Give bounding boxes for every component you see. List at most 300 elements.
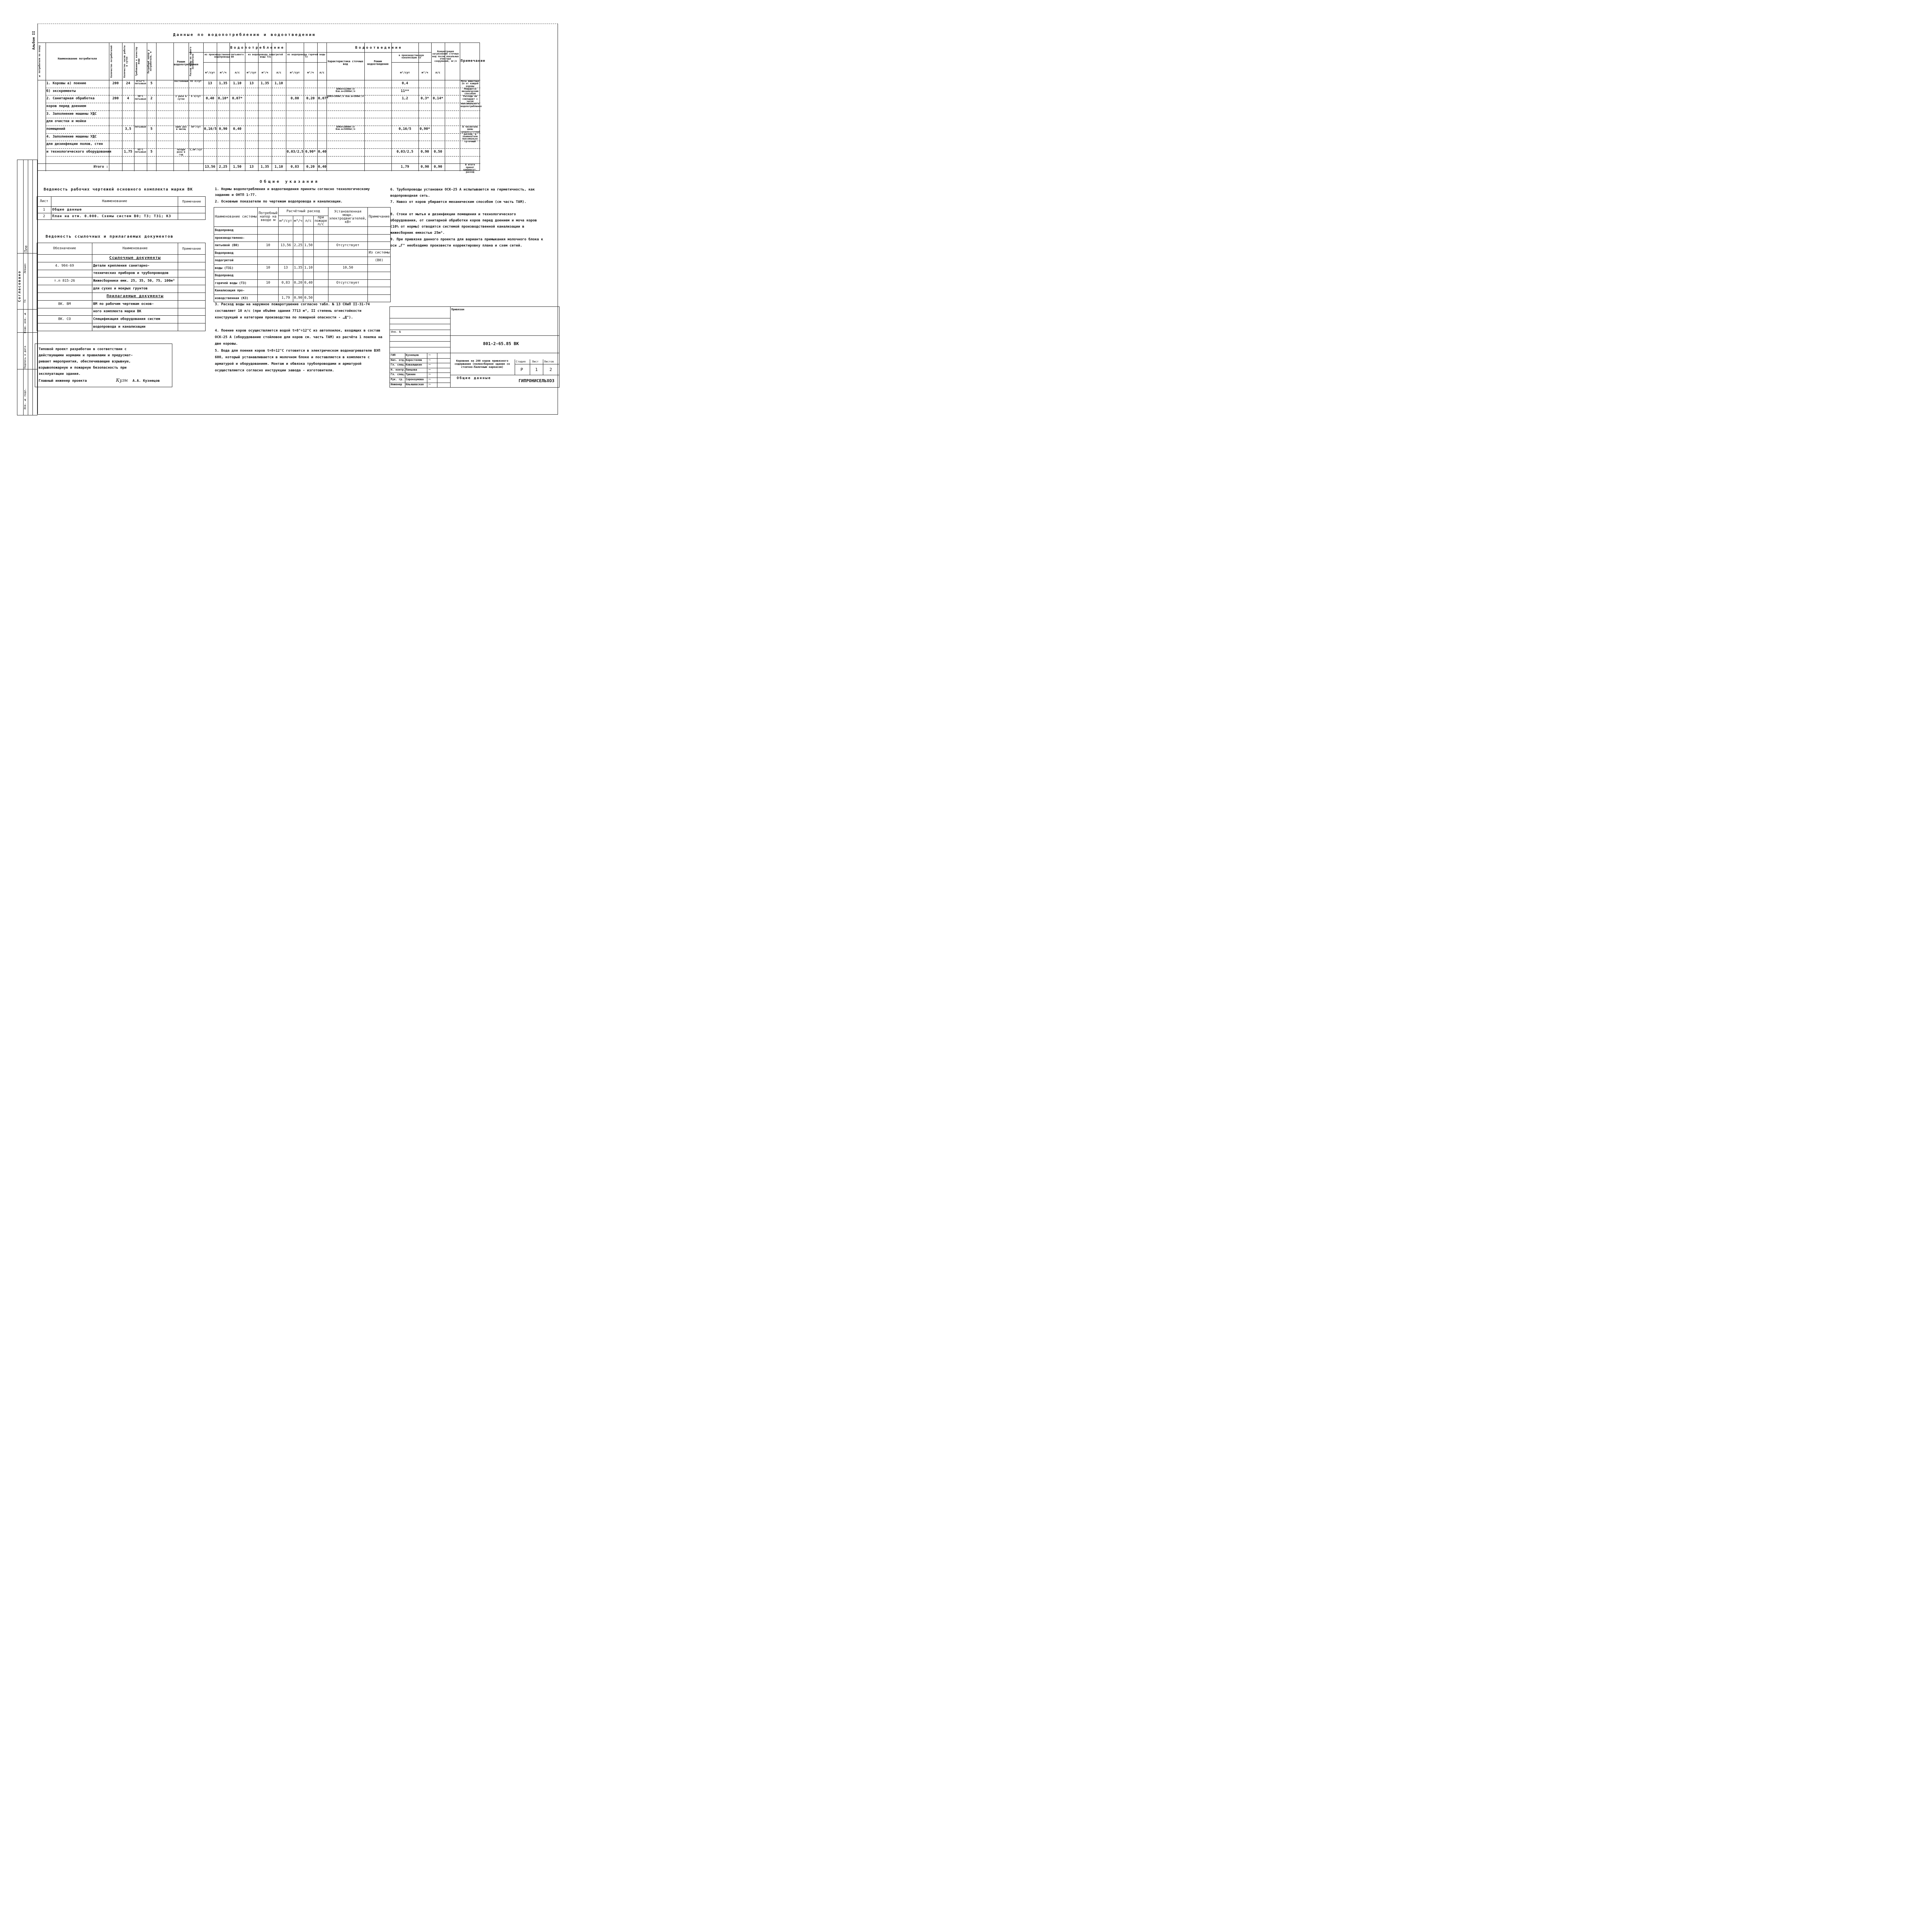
cell-note: Убираются механическим способом xyxy=(461,87,479,95)
ind-sys: Водопровод xyxy=(214,249,258,257)
strip-line-1 xyxy=(23,160,24,415)
ref-note xyxy=(178,255,206,262)
ind-n xyxy=(368,227,391,235)
ref-note xyxy=(178,293,206,300)
staff-name: Сорокоумова xyxy=(406,378,424,381)
general-p9: 9. При привязке данного проекта для варианта примыкания молочного блока к оси „Г" необходимо произвести корректировку плана и схем сетей. xyxy=(390,238,543,248)
main-hline-sub-k3 xyxy=(391,62,431,63)
staff-role: Н. контр. xyxy=(391,368,405,371)
ind-pw xyxy=(328,257,368,265)
statement-l4: взрывопожарную и пожарную безопасность при xyxy=(39,366,127,370)
tb-project: Коровник на 200 коров привязного содержания (полносборное здание со стоечно-балочным каркасом) xyxy=(454,359,510,369)
staff-signature: ~ xyxy=(428,382,431,386)
col-hours-header: Количество часов работы в сутки xyxy=(123,45,128,78)
cell-rate: 2,5м³/сут xyxy=(189,148,202,151)
ref-name: Жижесборники емк. 25, 35, 50, 75, 100м³ xyxy=(92,277,178,285)
main-row-line xyxy=(46,133,480,134)
cell-count: 200 xyxy=(112,82,119,85)
ref-name: Детали крепления санитарно- xyxy=(92,262,178,270)
ind-d xyxy=(314,227,328,235)
cell-quality: питьевая xyxy=(135,126,146,128)
ind-p: 10 xyxy=(258,264,279,272)
cell-v0a: 0,16/5 xyxy=(204,127,217,131)
cell-name: и технологического оборудования xyxy=(46,150,111,154)
cell-name: коров перед доением xyxy=(46,104,86,108)
cell-v0a: 13 xyxy=(208,82,212,85)
drawing-sheet: 2 xyxy=(37,213,51,220)
drawings-table xyxy=(37,196,206,220)
ind-a: 1,79 xyxy=(279,294,293,302)
cell-k3a: 11** xyxy=(401,89,409,93)
indicators-table xyxy=(214,207,391,302)
ind-n: Из системы xyxy=(368,249,391,257)
tb-code: 801-2-65.85 ВК xyxy=(483,341,519,346)
col-note: Примечание xyxy=(461,59,486,63)
staff-line xyxy=(389,358,450,359)
ind-n xyxy=(368,287,391,295)
ref-code xyxy=(37,270,92,277)
cell-t31b: 1,35 xyxy=(260,82,269,85)
col-dmode: Режим водоотведения xyxy=(367,60,389,66)
staff-name: Панцова xyxy=(406,368,417,371)
ind-n xyxy=(368,234,391,242)
col-conc: Концентрация загрязнений сточных вод после локальных очистных сооружений, мг/л xyxy=(432,50,459,63)
ind-a xyxy=(279,257,293,265)
staff-name: Ильяшевская xyxy=(406,383,424,386)
unit-label: м³/ч xyxy=(262,71,268,74)
sign-date-label: Подпись и дата xyxy=(24,346,27,369)
ref-note xyxy=(178,262,206,270)
unit-label: м³/ч xyxy=(422,71,428,74)
general-p8: 8. Стоки от мытья и дезинфекции помещения и технологического оборудования, от санитарной обработки коров перед доением и моча коров (10% от нормы) отводятся системой производственной канализации в жижесборник емкостью 25м³. xyxy=(390,213,537,235)
cell-t3a: 0,03/2,5 xyxy=(287,150,304,154)
ind-a xyxy=(279,272,293,280)
ind-a: 0,83 xyxy=(279,279,293,287)
ind-p: 10 xyxy=(258,279,279,287)
ind-c xyxy=(303,257,314,265)
ind-c xyxy=(303,287,314,295)
ind-d xyxy=(314,257,328,265)
cell-k3c: 0,90 xyxy=(434,165,442,169)
cell-v0b: 1,35 xyxy=(219,82,228,85)
drawings-h-note: Примечание xyxy=(178,197,206,207)
ind-b: 0,20 xyxy=(293,279,303,287)
ind-c: 0,50 xyxy=(303,294,314,302)
ind-a xyxy=(279,234,293,242)
ref-note xyxy=(178,308,206,316)
cell-v0a: 0,40 xyxy=(206,97,214,101)
water-data-table xyxy=(37,43,486,174)
cell-hours: 3,5 xyxy=(125,127,131,131)
ind-h-note: Примечание xyxy=(368,208,391,227)
ind-d xyxy=(314,279,328,287)
tb-h0 xyxy=(450,335,560,336)
cell-t31c: 1,10 xyxy=(274,82,283,85)
cell-mode: 2 раза в сутки xyxy=(175,95,187,100)
cell-t3a: 0,83 xyxy=(291,165,299,169)
cell-pressure: 5 xyxy=(150,127,153,131)
cell-char: БПКп=5130мг/л Взв.в=2000мг/л xyxy=(335,87,355,93)
ind-c: 0,40 xyxy=(303,279,314,287)
staff-role: Гл. спец. xyxy=(391,373,405,376)
ind-h-pressure: Потребный напор на вводе м xyxy=(258,208,279,227)
ind-sys: изводственная (К3) xyxy=(214,294,258,302)
tb-h-r5 xyxy=(389,341,450,342)
cell-name: для очистки и мойки xyxy=(46,119,86,124)
cell-t3b: 0,20 xyxy=(306,97,315,101)
cell-hours: 4 xyxy=(127,97,129,101)
inv-swap-label: Взам. инв. № xyxy=(24,312,27,333)
ind-pw xyxy=(328,272,368,280)
strip-line-3 xyxy=(32,160,33,415)
staff-signature: ~ xyxy=(428,358,431,362)
tx-label: ТХ xyxy=(24,299,27,303)
ref-code xyxy=(37,285,92,293)
ind-sys: Водопровод xyxy=(214,272,258,280)
staff-signature: ~ xyxy=(428,378,431,381)
sub-t31: из водопровода подогретой воды Т31 xyxy=(248,53,283,59)
ind-p: 10 xyxy=(258,242,279,250)
cell-t3c: 0,40 xyxy=(318,165,327,169)
ind-sys: Водопровод xyxy=(214,227,258,235)
cell-k3b: 0,90 xyxy=(420,165,429,169)
ref-code: ВК. ВМ xyxy=(37,300,92,308)
cell-quality: 65°С питьевая xyxy=(135,148,146,154)
ind-b: 2,25 xyxy=(293,242,303,250)
staff-name: Коростелев xyxy=(406,358,422,362)
ind-c xyxy=(303,272,314,280)
cell-hours: 1,75 xyxy=(124,150,133,154)
staff-signature: ~ xyxy=(428,353,431,357)
cell-t31a: 13 xyxy=(249,82,254,85)
cell-v0a: 13,56 xyxy=(204,165,216,169)
cell-mode: один раз в месяц xyxy=(175,126,187,131)
chief-signature: Кузн xyxy=(116,378,128,383)
cell-v0b: 0,10* xyxy=(218,97,229,101)
cell-note: В числителе даны среднесуточный расход, в знаменателе максимально суточный xyxy=(461,126,480,143)
statement-l3: ривает мероприятия, обеспечивающие взрывную, xyxy=(39,360,131,364)
cell-note: Расходы не совпадают с часом максимального водопотребления xyxy=(461,95,482,108)
cell-t31b: 1,35 xyxy=(260,165,269,169)
refs-title: Ведомость ссылочных и прилагаемых документов xyxy=(46,235,173,239)
cell-k3a: 1,2 xyxy=(401,97,408,101)
drawings-h-sheet: Лист xyxy=(37,197,51,207)
cell-k3c: 0,14* xyxy=(432,97,444,101)
ind-n xyxy=(368,264,391,272)
ind-d xyxy=(314,272,328,280)
cell-name: Итого : xyxy=(94,165,108,169)
staff-role: ГИП xyxy=(391,354,396,357)
tb-v1 xyxy=(450,306,451,388)
ind-n xyxy=(368,242,391,250)
cell-t3b: 0,20 xyxy=(306,165,315,169)
tb-privyazan: Привязан xyxy=(451,308,464,311)
ind-h-flow: Расчётный расход xyxy=(279,208,328,216)
ind-pw xyxy=(328,234,368,242)
cell-pressure: 5 xyxy=(150,150,153,154)
group-consumption: Водопотребление xyxy=(230,46,285,50)
inv-orig-label: Инв. № подл. xyxy=(24,388,27,410)
ind-p xyxy=(258,294,279,302)
general-p7: 7. Навоз от коров убирается механическим способом (см часть ТАМ). xyxy=(390,200,527,204)
ind-d xyxy=(314,242,328,250)
ind-n: (В0) xyxy=(368,257,391,265)
unit-label: м³/сут xyxy=(205,71,215,74)
col-name-header: Наименование потребителя xyxy=(58,57,97,60)
strip-sep-2 xyxy=(17,309,37,310)
ref-note xyxy=(178,277,206,285)
refs-h-name: Наименование xyxy=(92,243,178,255)
cell-quality: 38°С питьевая xyxy=(135,95,146,100)
ref-code xyxy=(37,255,92,262)
ref-code xyxy=(37,293,92,300)
levshin-signature: Лев xyxy=(24,245,29,253)
cell-count: 200 xyxy=(112,97,119,101)
ref-note xyxy=(178,285,206,293)
staff-name: Кузнецов xyxy=(406,354,419,357)
cell-name: 4. Заполнение машины УДС xyxy=(46,134,97,139)
cell-name: 3. Заполнение машины УДС xyxy=(46,112,97,116)
ind-d xyxy=(314,287,328,295)
ind-a: 13,56 xyxy=(279,242,293,250)
cell-char: БПК5=300мг/л Взв.в=300мг/л xyxy=(327,95,364,98)
statement-l1: Типовой проект разработан в соответствии с xyxy=(39,347,127,351)
ind-sys: Канализация про- xyxy=(214,287,258,295)
ind-b: 0,90 xyxy=(293,294,303,302)
unit-label: л/с xyxy=(276,71,281,74)
ind-n xyxy=(368,279,391,287)
ref-note xyxy=(178,323,206,331)
ind-p xyxy=(258,287,279,295)
general-p2: 2. Основные показатели по чертежам водопровода и канализации. xyxy=(215,200,343,204)
drawings-title: Ведомость рабочих чертежей основного комплекта марки ВК xyxy=(44,187,193,192)
cell-t31a: 13 xyxy=(249,165,254,169)
unit-label: л/с xyxy=(319,71,325,74)
staff-signature: ~ xyxy=(428,367,431,372)
col-pressure-header: Потребный напор у потребителя, м xyxy=(147,49,152,73)
staff-signature: ~ xyxy=(428,363,431,367)
strip-sep-3 xyxy=(17,332,37,333)
ind-sys: горячей воды (Т3) xyxy=(214,279,258,287)
col-num-header: № потребителя по плану xyxy=(38,45,41,78)
cell-name: 1. Коровы а) поение xyxy=(46,82,86,85)
ind-d xyxy=(314,249,328,257)
cell-v0c: 0,40 xyxy=(233,127,242,131)
cell-name: помещений xyxy=(46,127,65,131)
cell-k3c: 0,50 xyxy=(434,150,442,154)
tb-org: ГИПРОНИСЕЛЬХОЗ xyxy=(519,378,554,383)
staff-name: Ковалышкин xyxy=(406,363,422,367)
sub-t3: из водопровода горячей воды Т3 xyxy=(287,53,325,59)
cell-name: 2. Санитарная обработка xyxy=(46,97,95,101)
cell-k3b: 0,90 xyxy=(420,150,429,154)
ref-code xyxy=(37,308,92,316)
tb-h-r4 xyxy=(389,335,450,336)
main-table-title: Данные по водопотреблению и водоотведению xyxy=(173,33,316,37)
staff-name: Тренин xyxy=(406,373,416,376)
ind-sys: производственно- xyxy=(214,234,258,242)
group-drainage: Водоотведение xyxy=(355,46,403,50)
cell-rate: 6 л/сут xyxy=(191,95,201,98)
ref-name: ного комплекта марки ВК xyxy=(92,308,178,316)
ind-p xyxy=(258,249,279,257)
ind-b xyxy=(293,257,303,265)
drawing-name: Общие данные xyxy=(51,207,178,213)
cell-k3b: 0,90* xyxy=(419,127,430,131)
ref-name: водопровода и канализации xyxy=(92,323,178,331)
ind-c: 1,10 xyxy=(303,264,314,272)
statement-l2: действующими нормами и правилами и предусмат- xyxy=(39,354,133,357)
cell-pressure: 5 xyxy=(150,82,153,85)
cell-char: БПКп=2000мг/л Взв.в=5000мг/л xyxy=(335,126,355,131)
cell-name: для дезинфекции полов, стен xyxy=(46,142,103,146)
general-p4: 4. Поение коров осуществляется водой t=8°÷12°С из автопоилок, входящих в состав ОСК-25 А (оборудование стойловое для коров см. часть ТАМ) из расчёта 1 поилка на две коровы. xyxy=(215,329,383,346)
col-count-header: Количество потребителей xyxy=(110,45,113,78)
cell-k3a: 1,79 xyxy=(401,165,409,169)
tb-stage: Р xyxy=(520,367,523,372)
cell-pressure: 2 xyxy=(150,97,153,101)
ref-name: Спецификация оборудования систем xyxy=(92,316,178,323)
chief-label: Главный инженер проекта xyxy=(39,379,87,383)
levshin-label: Левшин xyxy=(24,264,27,274)
ind-c xyxy=(303,227,314,235)
drawing-name: План на отм. 0.000. Схемы систем В0; Т3; Т31; К3 xyxy=(51,213,178,220)
cell-name: б) экскременты xyxy=(46,89,76,93)
general-p1: 1. Нормы водопотребления и водоотведения приняты согласно технологическому заданию и ОНТП 1-77. xyxy=(215,187,370,197)
unit-label: м³/сут xyxy=(247,71,257,74)
ind-b xyxy=(293,227,303,235)
ind-pw xyxy=(328,227,368,235)
ref-note xyxy=(178,270,206,277)
ind-sys: воды (Т31) xyxy=(214,264,258,272)
ref-name: ВМ по рабочим чертежам основ- xyxy=(92,300,178,308)
cell-k3b: 0,3* xyxy=(420,97,429,101)
cell-k3a: 0,03/2,5 xyxy=(396,150,413,154)
ind-sys: подогретой xyxy=(214,257,258,265)
cell-note: Моча животных 2л от каждой коровы xyxy=(461,80,479,88)
refs-table xyxy=(37,243,206,331)
main-vline xyxy=(431,43,432,171)
ind-pw xyxy=(328,249,368,257)
cell-quality: 8÷12°С питьевая xyxy=(135,80,146,85)
cell-v0b: 2,25 xyxy=(219,165,228,169)
staff-role: Нач. отд. xyxy=(391,358,405,362)
unit-label: л/с xyxy=(235,71,240,74)
refs-h-code: Обозначение xyxy=(37,243,92,255)
ind-c xyxy=(303,249,314,257)
ref-note xyxy=(178,316,206,323)
cell-t3c: 0,07* xyxy=(318,97,329,101)
ind-pw: 10,50 xyxy=(328,264,368,272)
main-hline-sub xyxy=(203,62,327,63)
ind-b xyxy=(293,234,303,242)
main-vline xyxy=(364,43,365,171)
cell-k3a: 0,16/5 xyxy=(398,127,412,131)
staff-role: Гл. спец. xyxy=(391,363,405,367)
ind-p xyxy=(258,227,279,235)
ref-name: Ссылочные документы xyxy=(92,255,178,262)
ind-h-system: Наименование системы xyxy=(214,208,258,227)
cell-t3b: 0,90* xyxy=(305,150,316,154)
chief-name: А.А. Кузнецов xyxy=(133,379,160,383)
cell-v0b: 0,90 xyxy=(219,127,228,131)
ref-name: Прилагаемые документы xyxy=(92,293,178,300)
drawing-note xyxy=(178,213,206,220)
tb-sheets: 2 xyxy=(549,367,552,372)
ind-d xyxy=(314,264,328,272)
refs-h-note: Примечание xyxy=(178,243,206,255)
staff-role: Рук. гр. xyxy=(391,378,404,381)
ind-pw xyxy=(328,287,368,295)
statement-l5: эксплуатации здания. xyxy=(39,372,81,376)
album-label: Альбом II xyxy=(32,31,36,50)
ind-n xyxy=(368,294,391,302)
unit-label: м³/сут xyxy=(400,71,410,74)
ind-a xyxy=(279,249,293,257)
sub-v0: из производственно-питьевого водопровода В0 xyxy=(204,53,244,59)
ind-h-u4: при пожаре л/с xyxy=(314,216,328,227)
tb-sheet-title: Общие данные xyxy=(457,376,492,380)
tb-h-sheet: Лист xyxy=(532,360,539,363)
col-char: Характеристика сточных вод xyxy=(327,60,364,66)
unit-label: м³/ч xyxy=(220,71,226,74)
ind-b xyxy=(293,287,303,295)
tb-sheet: 1 xyxy=(535,367,538,372)
tb-h-stage: Стадия xyxy=(516,360,526,363)
cell-rate: 5м³/сут xyxy=(191,126,201,128)
ind-h-u2: м³/ч xyxy=(293,216,303,227)
cell-t31c: 1,10 xyxy=(274,165,283,169)
ind-d xyxy=(314,294,328,302)
drawing-sheet: 1 xyxy=(37,207,51,213)
cell-v0c: 1,50 xyxy=(233,165,242,169)
unit-label-k3-ls: л/с xyxy=(435,71,440,74)
ind-p xyxy=(258,272,279,280)
ind-h-u3: л/с xyxy=(303,216,314,227)
ind-h-u1: м³/сут xyxy=(279,216,293,227)
tb-h-sheets: Листов xyxy=(544,360,554,363)
tb-inv: Инв. № xyxy=(391,330,401,333)
cell-mode: четыре раза в год xyxy=(177,148,185,156)
staff-role: Инженер xyxy=(391,383,402,386)
unit-label: м³/ч xyxy=(307,71,314,74)
ind-p xyxy=(258,257,279,265)
ref-code: 4. 904-69 xyxy=(37,262,92,270)
ind-sys: питьевой (В0) xyxy=(214,242,258,250)
cell-v0c: 1,10 xyxy=(233,82,242,85)
ind-d xyxy=(314,234,328,242)
ind-pw: Отсутствует xyxy=(328,242,368,250)
ind-b xyxy=(293,272,303,280)
drawing-note xyxy=(178,207,206,213)
cell-v0c: 0,07* xyxy=(232,97,243,101)
ind-c xyxy=(303,234,314,242)
ref-note xyxy=(178,300,206,308)
cell-mode: постоянный xyxy=(174,80,189,83)
cell-t3a: 0,80 xyxy=(291,97,299,101)
ind-a xyxy=(279,287,293,295)
ind-p xyxy=(258,234,279,242)
cell-hours: 24 xyxy=(126,82,130,85)
main-row-line xyxy=(46,148,480,149)
drawings-h-name: Наименование xyxy=(51,197,178,207)
main-hline-group xyxy=(189,52,431,53)
ref-name: технических приборов и трубопроводов xyxy=(92,270,178,277)
ref-code: т.п 815-26 xyxy=(37,277,92,285)
ind-a: 13 xyxy=(279,264,293,272)
col-mode: Режим водопотребления xyxy=(174,60,199,66)
ind-c: 1,50 xyxy=(303,242,314,250)
